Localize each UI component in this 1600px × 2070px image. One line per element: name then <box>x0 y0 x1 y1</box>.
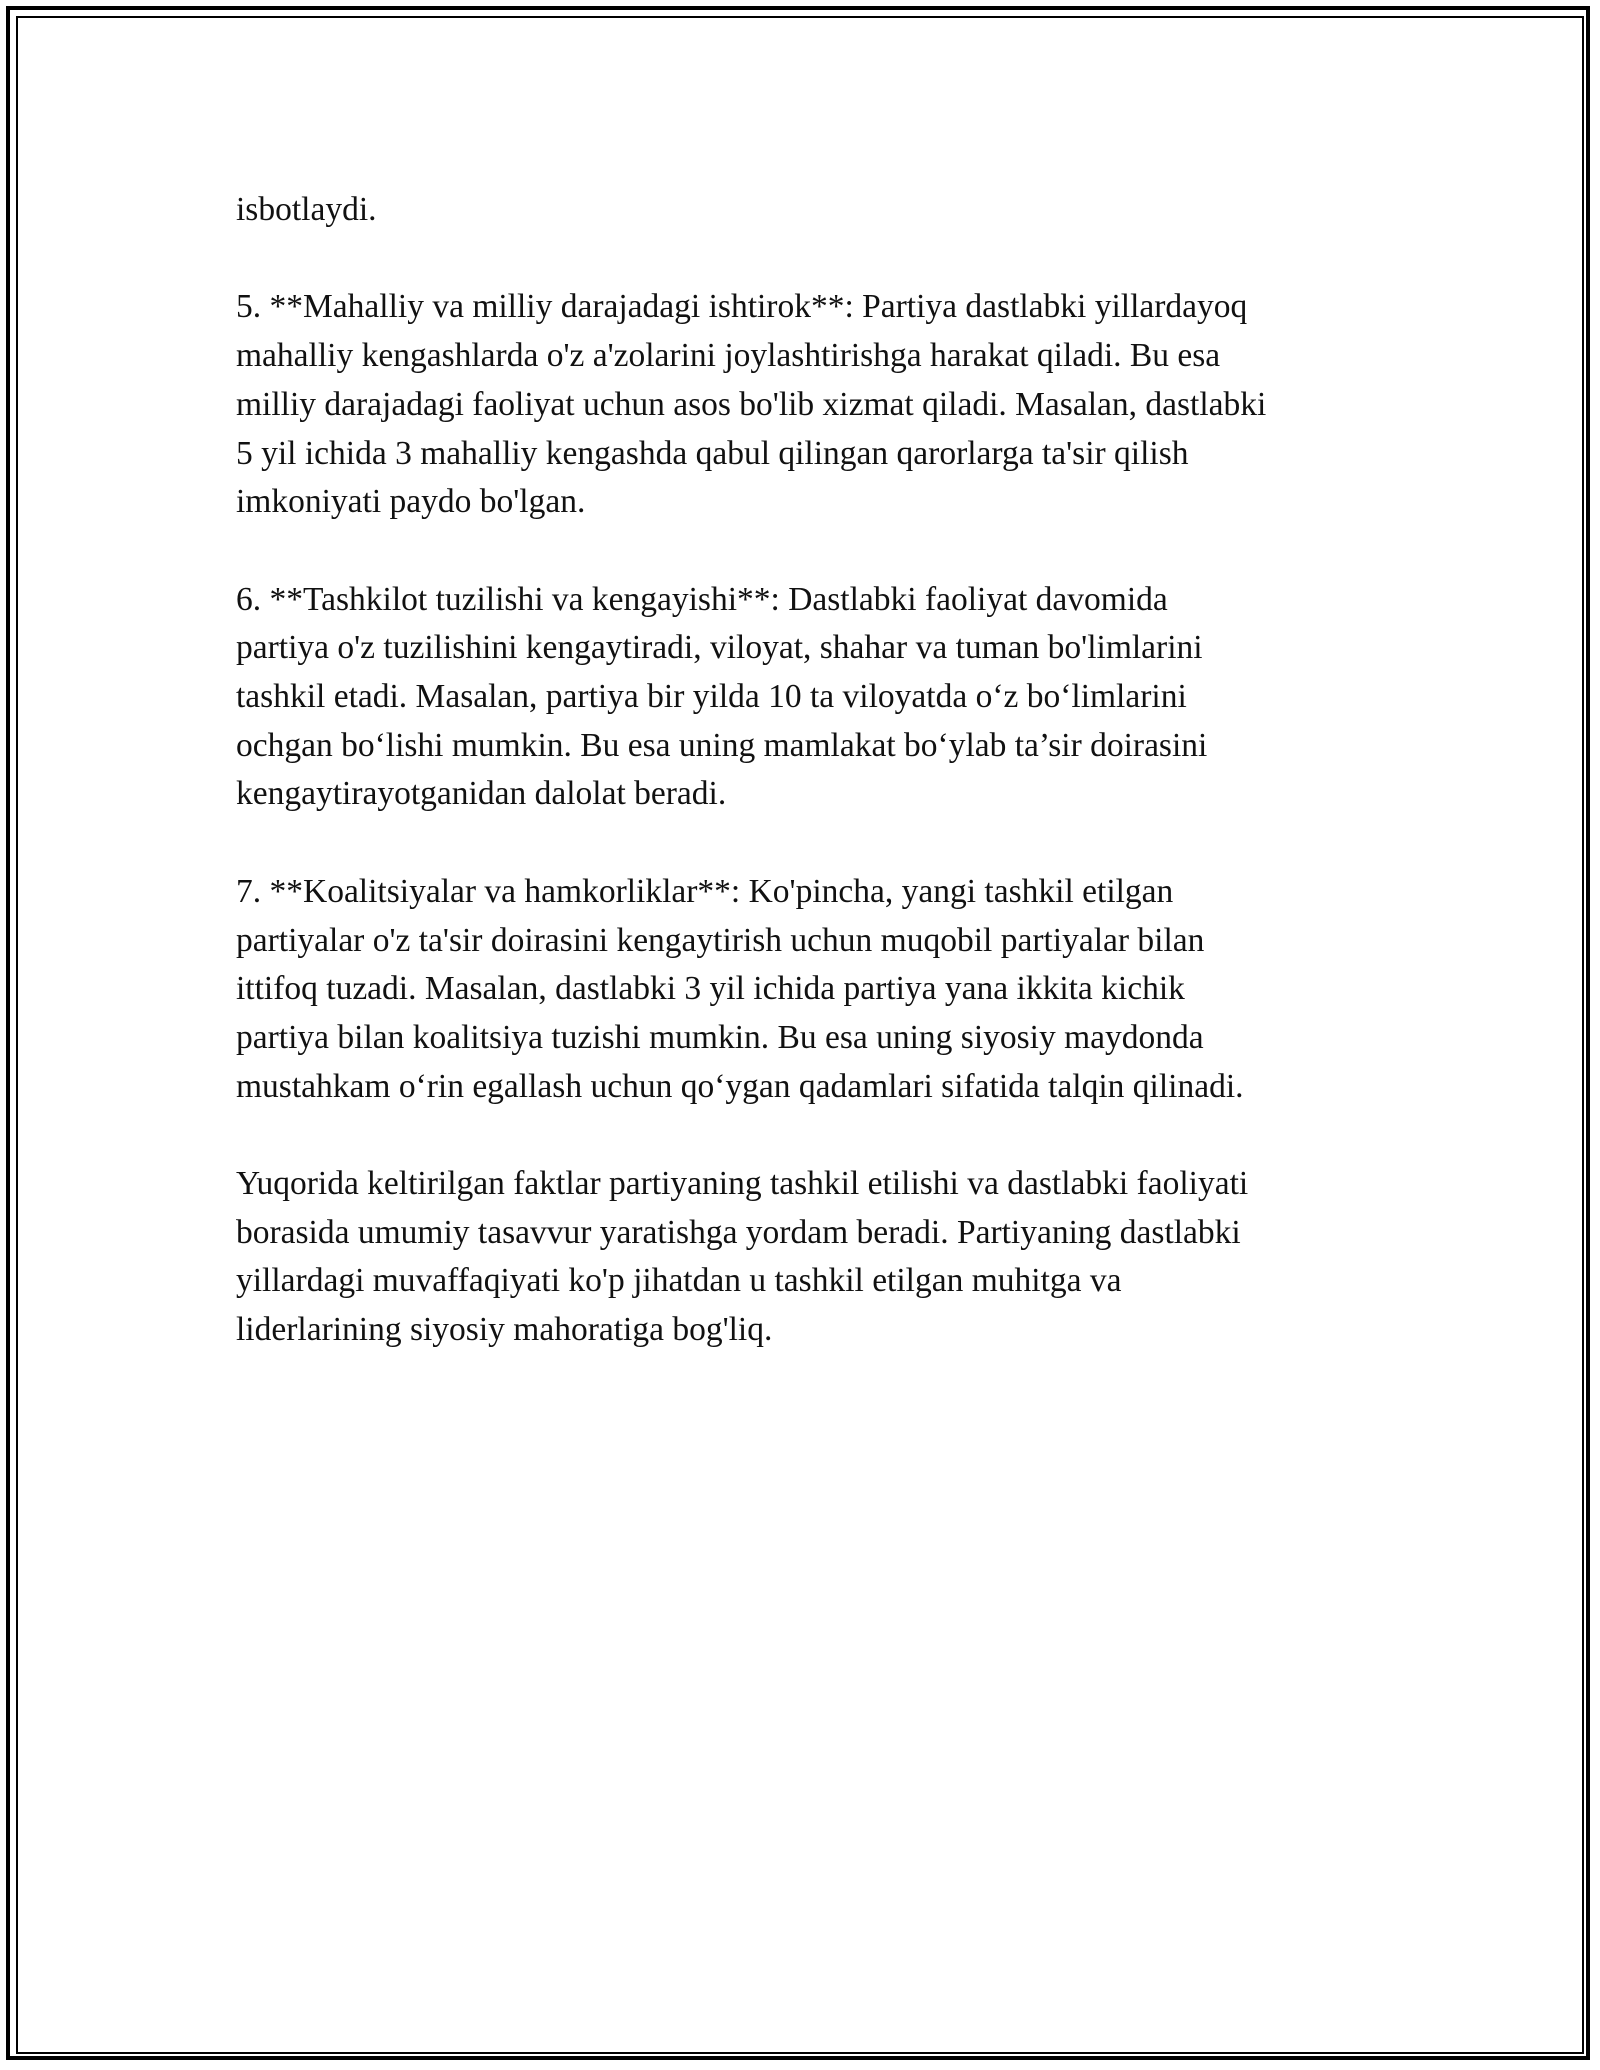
text-line: tashkil etadi. Masalan, partiya bir yilda 10 ta viloyatda o‘z bo‘limlarini <box>236 678 1187 715</box>
text-line: partiyalar o'z ta'sir doirasini kengaytirish uchun muqobil partiyalar bilan <box>236 921 1205 959</box>
paragraph-item-6 <box>236 576 1376 820</box>
text-line: ochgan bo‘lishi mumkin. Bu esa uning mamlakat bo‘ylab ta’sir doirasini <box>236 726 1208 764</box>
text-line: kengaytirayotganidan dalolat beradi. <box>236 775 727 813</box>
paragraph-item-5 <box>236 283 1376 527</box>
text-line: partiya o'z tuzilishini kengaytiradi, viloyat, shahar va tuman bo'limlarini <box>236 629 1203 667</box>
paragraph-conclusion <box>236 1160 1376 1355</box>
text-line: isbotlaydi. <box>236 191 377 228</box>
text-line: yillardagi muvaffaqiyati ko'p jihatdan u tashkil etilgan muhitga va <box>236 1262 1122 1300</box>
text-line: imkoniyati paydo bo'lgan. <box>236 483 586 521</box>
text-line: borasida umumiy tasavvur yaratishga yordam beradi. Partiyaning dastlabki <box>236 1213 1241 1251</box>
text-line: 7. **Koalitsiyalar va hamkorliklar**: Ko'pincha, yangi tashkil etilgan <box>236 872 1174 910</box>
text-line: partiya bilan koalitsiya tuzishi mumkin. Bu esa uning siyosiy maydonda <box>236 1018 1204 1056</box>
text-line: mahalliy kengashlarda o'z a'zolarini joylashtirishga harakat qiladi. Bu esa <box>236 337 1221 375</box>
paragraph-item-7 <box>236 868 1376 1112</box>
text-line: mustahkam o‘rin egallash uchun qo‘ygan qadamlari sifatida talqin qilinadi. <box>236 1067 1244 1105</box>
text-line: liderlarining siyosiy mahoratiga bog'liq. <box>236 1311 773 1349</box>
text-line: 6. **Tashkilot tuzilishi va kengayishi**: Dastlabki faoliyat davomida <box>236 580 1168 618</box>
text-line: ittifoq tuzadi. Masalan, dastlabki 3 yil ichida partiya yana ikkita kichik <box>236 970 1185 1008</box>
text-line: milliy darajadagi faoliyat uchun asos bo'lib xizmat qiladi. Masalan, dastlabki <box>236 385 1267 423</box>
text-line: Yuqorida keltirilgan faktlar partiyaning tashkil etilishi va dastlabki faoliyati <box>236 1165 1249 1202</box>
paragraph-continuation <box>236 186 1376 235</box>
document-body <box>236 186 1376 1404</box>
text-line: 5. **Mahalliy va milliy darajadagi ishtirok**: Partiya dastlabki yillardayoq <box>236 288 1248 326</box>
text-line: 5 yil ichida 3 mahalliy kengashda qabul qilingan qarorlarga ta'sir qilish <box>236 434 1189 472</box>
